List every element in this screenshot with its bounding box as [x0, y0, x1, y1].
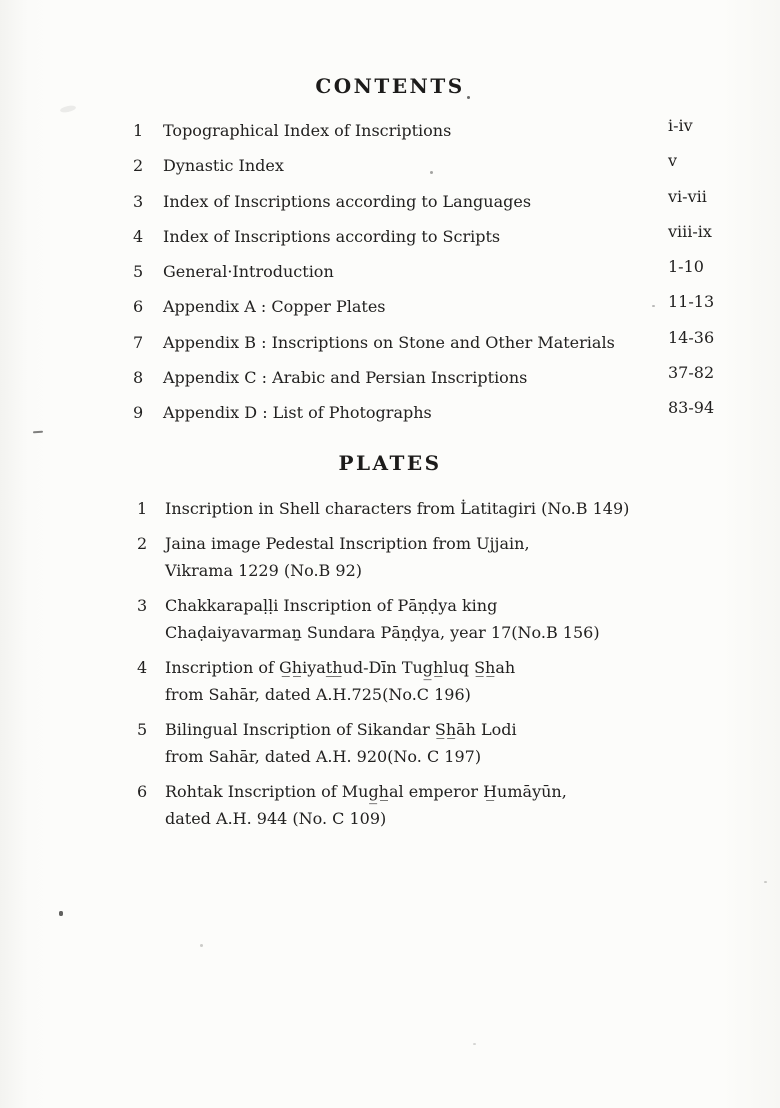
row-title: Dynastic Index: [163, 156, 284, 176]
row-pages: 11-13: [668, 292, 715, 312]
plate-line: Vikrama 1229 (No.B 92): [165, 561, 362, 580]
plate-line: Chakkarapaḷḷi Inscription of Pāṇḍya king: [165, 596, 498, 615]
plate-text: [165, 654, 717, 708]
row-title: Appendix B : Inscriptions on Stone and Other Materials: [163, 332, 615, 352]
contents-row: [133, 327, 733, 368]
plate-number: 1: [137, 499, 148, 518]
contents-row: [133, 398, 733, 438]
scan-smudge: [60, 104, 77, 113]
row-pages: i-iv: [668, 116, 693, 135]
row-title: Topographical Index of Inscriptions: [163, 121, 452, 140]
plate-line: Jaina image Pedestal Inscription from Ujjain,: [165, 534, 530, 553]
row-number: 2: [133, 156, 144, 176]
row-number: 4: [133, 226, 144, 246]
row-pages: vi-vii: [668, 186, 707, 206]
plate-number: 4: [137, 658, 148, 677]
row-title: Appendix D : List of Photographs: [163, 403, 432, 423]
plate-item: [137, 716, 717, 770]
row-pages: 83-94: [668, 398, 715, 418]
row-title: Appendix C : Arabic and Persian Inscriptions: [163, 368, 528, 388]
plates-heading: PLATES: [338, 451, 442, 475]
contents-row: [133, 292, 733, 332]
plate-item: [137, 592, 717, 646]
plate-text: [165, 592, 717, 646]
row-pages: viii-ix: [668, 221, 712, 241]
plates-list: [137, 495, 717, 840]
plate-item: [137, 530, 717, 584]
plate-item: [137, 778, 717, 832]
row-title: Appendix A : Copper Plates: [163, 297, 386, 317]
plate-text: [165, 778, 717, 832]
row-pages: v: [668, 151, 678, 171]
plate-line: Inscription of G̲h̲iyat̲h̲ud-Dīn Tug̲h̲luq S̲h̲ah: [165, 658, 516, 677]
row-number: 1: [133, 121, 144, 140]
plate-text: [165, 530, 717, 584]
plate-line: Inscription in Shell characters from L̇atitagiri (No.B 149): [165, 499, 630, 518]
row-number: 8: [133, 368, 144, 388]
ink-speck: [430, 171, 433, 174]
plate-line: Chaḍaiyavarmaṉ Sundara Pāṇḍya, year 17(No.B 156): [165, 623, 600, 642]
contents-row: [133, 116, 733, 156]
ink-speck: [473, 1043, 476, 1045]
contents-row: [133, 363, 733, 403]
plate-line: dated A.H. 944 (No. C 109): [165, 809, 387, 828]
plate-line: Rohtak Inscription of Mug̲h̲al emperor H̲umāyūn,: [165, 782, 567, 801]
row-number: 3: [133, 191, 144, 211]
row-pages: 37-82: [668, 363, 715, 383]
row-number: 5: [133, 262, 144, 282]
plate-number: 2: [137, 534, 148, 553]
plate-text: [165, 495, 717, 522]
row-number: 7: [133, 332, 144, 352]
contents-row: [133, 151, 733, 191]
plate-line: Bilingual Inscription of Sikandar S̲h̲āh Lodi: [165, 720, 517, 739]
contents-heading: CONTENTS: [315, 74, 465, 98]
row-title: Index of Inscriptions according to Scripts: [163, 226, 501, 246]
contents-list: [133, 116, 733, 439]
ink-speck: [764, 881, 767, 883]
plate-item: [137, 654, 717, 708]
ink-speck: [200, 944, 203, 947]
ink-speck: [467, 96, 470, 99]
plate-number: 6: [137, 782, 148, 801]
row-title: Index of Inscriptions according to Languages: [163, 191, 532, 211]
plate-item: [137, 495, 717, 522]
row-pages: 1-10: [668, 257, 704, 277]
plate-text: [165, 716, 717, 770]
contents-row: [133, 221, 733, 262]
plate-number: 5: [137, 720, 148, 739]
row-number: 9: [133, 403, 144, 423]
plate-number: 3: [137, 596, 148, 615]
contents-row: [133, 186, 733, 227]
contents-row: [133, 257, 733, 297]
pencil-dash-mark: [33, 431, 43, 434]
row-number: 6: [133, 297, 144, 317]
row-pages: 14-36: [668, 327, 715, 347]
ink-speck: [59, 911, 63, 916]
ink-speck: [652, 305, 655, 307]
row-title: General·Introduction: [163, 262, 334, 282]
plate-line: from Sahār, dated A.H.725(No.C 196): [165, 685, 471, 704]
plate-line: from Sahār, dated A.H. 920(No. C 197): [165, 747, 482, 766]
